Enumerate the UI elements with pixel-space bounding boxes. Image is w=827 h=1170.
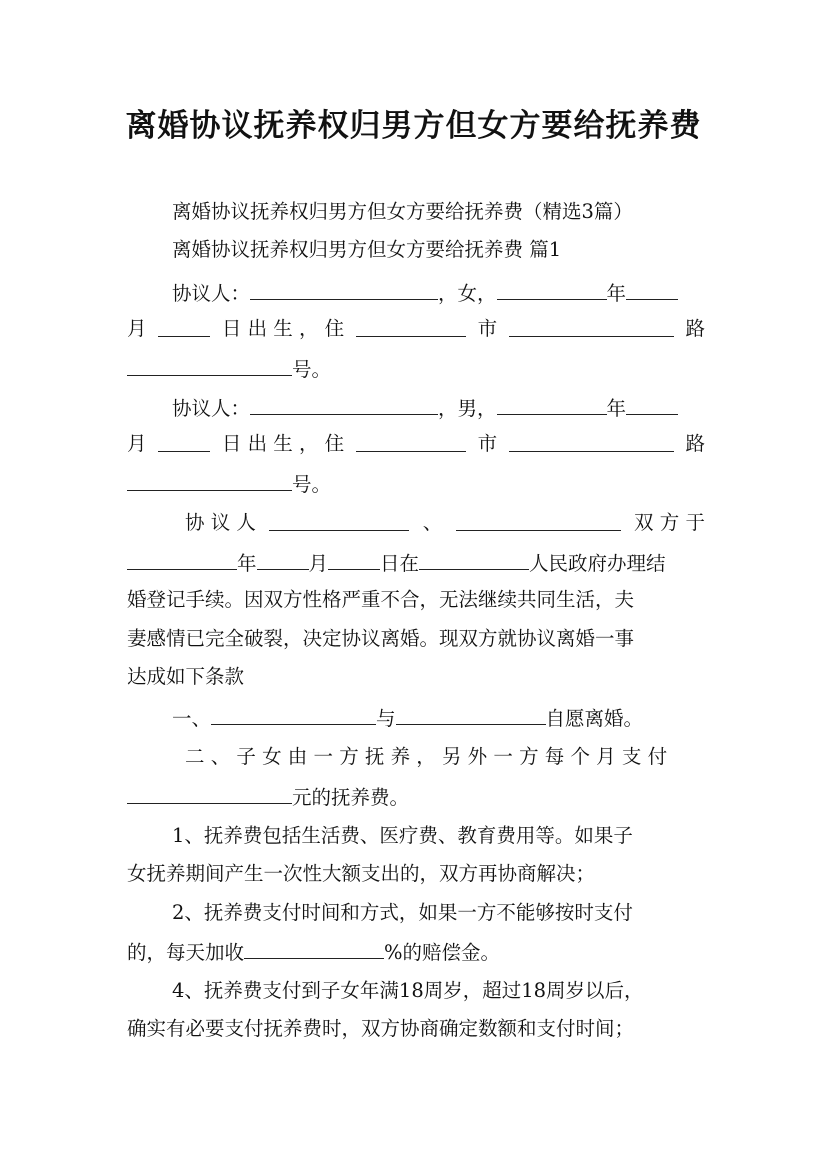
party1-road-label: 路 xyxy=(685,317,705,340)
clause1-number: 一、 xyxy=(172,707,212,730)
party1-name-blank xyxy=(250,279,438,300)
clause2-amount-blank xyxy=(127,783,292,804)
clause1-party2-blank xyxy=(396,704,546,725)
marriage-party1-blank xyxy=(269,510,409,531)
party2-month-blank xyxy=(626,394,678,415)
marriage-year-blank xyxy=(127,549,237,570)
party1-label: 协议人： xyxy=(172,282,251,305)
party2-label: 协议人： xyxy=(172,397,251,420)
item4-line2: 确实有必要支付抚养费时，双方协商确定数额和支付时间； xyxy=(127,1017,635,1040)
party2-number-label: 号。 xyxy=(292,473,332,496)
item4-line1: 4、抚养费支付到子女年满18周岁，超过18周岁以后， xyxy=(172,979,644,1002)
item1-line2: 女抚养期间产生一次性大额支出的，双方再协商解决； xyxy=(127,862,596,885)
clause2-text: 元的抚养费。 xyxy=(292,786,410,809)
party1-line2 xyxy=(127,316,705,342)
party1-city-blank xyxy=(356,316,466,337)
document-title: 离婚协议抚养权归男方但女方要给抚养费 xyxy=(125,108,702,144)
party2-year-blank xyxy=(497,394,607,415)
item2-text-a: 的，每天加收 xyxy=(127,941,245,964)
party2-born-label: 日 出 生 ， 住 xyxy=(221,432,345,455)
party1-city-label: 市 xyxy=(477,317,498,340)
party1-born-label: 日 出 生 ， 住 xyxy=(221,317,345,340)
marriage-gov-blank xyxy=(419,549,529,570)
item2-line1: 2、抚养费支付时间和方式，如果一方不能够按时支付 xyxy=(172,901,633,924)
party2-road-label: 路 xyxy=(685,432,705,455)
marriage-line2 xyxy=(127,549,705,577)
marriage-line4: 妻感情已完全破裂，决定协议离婚。现双方就协议离婚一事 xyxy=(127,627,635,650)
party1-number-blank xyxy=(127,355,292,376)
clause1-party1-blank xyxy=(211,704,376,725)
marriage-both-label: 双 方 于 xyxy=(634,511,705,534)
party1-year-blank xyxy=(497,279,607,300)
clause2-line1: 二 、 子 女 由 一 方 抚 养 ， 另 外 一 方 每 个 月 支 付 xyxy=(185,745,668,768)
item2-text-b: %的赔偿金。 xyxy=(384,941,501,964)
party1-gender: ，女， xyxy=(438,282,497,305)
party1-day-blank xyxy=(158,316,210,337)
clause2-line2 xyxy=(127,783,705,811)
party2-day-blank xyxy=(158,431,210,452)
clause1-line xyxy=(172,704,705,732)
party2-number-blank xyxy=(127,470,292,491)
marriage-line5: 达成如下条款 xyxy=(127,665,245,688)
marriage-day-blank xyxy=(328,549,380,570)
party2-city-blank xyxy=(356,431,466,452)
section-heading: 离婚协议抚养权归男方但女方要给抚养费 篇1 xyxy=(172,238,562,261)
marriage-gov-label: 人民政府办理结 xyxy=(529,552,666,575)
marriage-line1 xyxy=(185,510,705,536)
party1-number-label: 号。 xyxy=(292,358,332,381)
party1-month-blank xyxy=(626,279,678,300)
party1-line1 xyxy=(172,279,705,307)
marriage-party2-blank xyxy=(456,510,621,531)
document-subtitle: 离婚协议抚养权归男方但女方要给抚养费（精选3篇） xyxy=(172,200,633,223)
party1-road-blank xyxy=(509,316,674,337)
party2-month-label: 月 xyxy=(127,432,147,455)
marriage-line3: 婚登记手续。因双方性格严重不合，无法继续共同生活，夫 xyxy=(127,588,635,611)
party2-year-label: 年 xyxy=(606,397,627,420)
party1-month-label: 月 xyxy=(127,317,147,340)
marriage-separator: 、 xyxy=(422,511,443,534)
marriage-year-label: 年 xyxy=(237,552,257,575)
marriage-day-label: 日在 xyxy=(380,552,420,575)
item1-line1: 1、抚养费包括生活费、医疗费、教育费用等。如果子 xyxy=(172,824,633,847)
party1-year-label: 年 xyxy=(606,282,627,305)
party1-line3 xyxy=(127,355,705,383)
party2-line3 xyxy=(127,470,705,498)
item2-line2 xyxy=(127,938,705,966)
item2-rate-blank xyxy=(244,938,384,959)
party2-line2 xyxy=(127,431,705,457)
party2-gender: ，男， xyxy=(438,397,497,420)
party2-line1 xyxy=(172,394,705,422)
marriage-parties-label: 协 议 人 xyxy=(185,511,256,534)
party2-name-blank xyxy=(250,394,438,415)
clause1-text: 自愿离婚。 xyxy=(545,707,644,730)
party2-road-blank xyxy=(509,431,674,452)
marriage-month-blank xyxy=(257,549,309,570)
marriage-month-label: 月 xyxy=(308,552,329,575)
party2-city-label: 市 xyxy=(477,432,498,455)
clause1-and: 与 xyxy=(376,707,396,730)
